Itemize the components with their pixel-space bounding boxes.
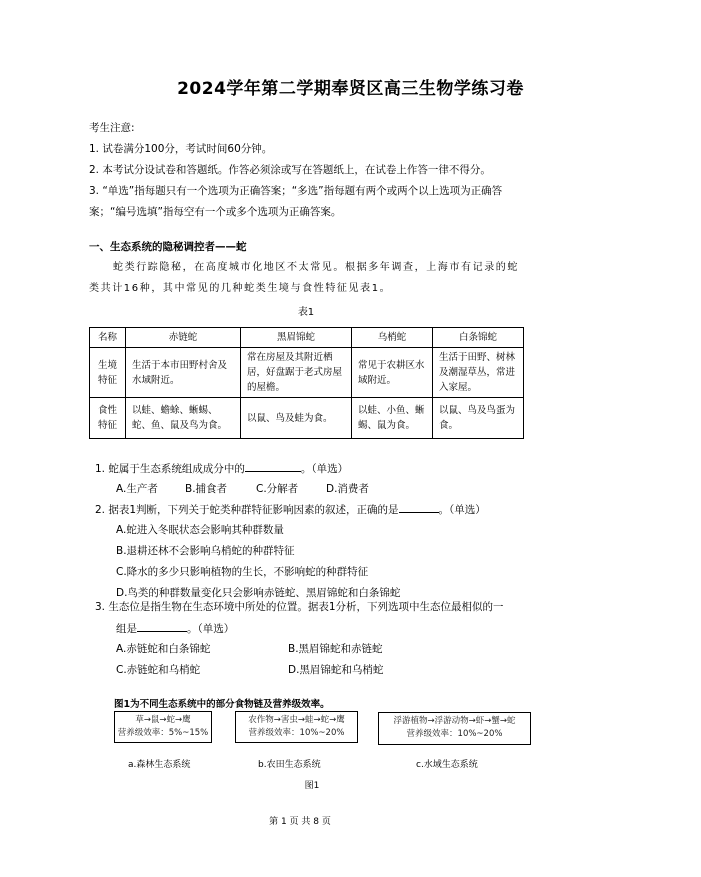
notice-item: 案；“编号选填”指每空有一个或多个选项为正确答案。 bbox=[89, 206, 342, 218]
question-stem-end: 。（单选） bbox=[438, 504, 486, 516]
table-row bbox=[90, 398, 524, 439]
option: D.鸟类的种群数量变化只会影响赤链蛇、黑眉锦蛇和白条锦蛇 bbox=[116, 587, 401, 599]
row-label: 生境特征 bbox=[90, 348, 126, 398]
notice-item: 2. 本考试分设试卷和答题纸。作答必须涂或写在答题纸上，在试卷上作答一律不得分。 bbox=[89, 164, 491, 176]
question-stem: 2. 据表1判断，下列关于蛇类种群特征影响因素的叙述，正确的是 bbox=[95, 504, 399, 516]
question-stem-end: 。（单选） bbox=[187, 623, 235, 635]
option: C.降水的多少只影响植物的生长，不影响蛇的种群特征 bbox=[116, 566, 369, 578]
notice-item: 3. “单选”指每题只有一个选项为正确答案；“多选”指每题有两个或两个以上选项为正确答 bbox=[89, 185, 503, 197]
table-header: 乌梢蛇 bbox=[352, 328, 433, 348]
table-cell: 生活于本市田野村舍及水域附近。 bbox=[126, 348, 241, 398]
food-chain: 农作物→害虫→蛙→蛇→鹰 bbox=[248, 715, 345, 725]
food-chain-box-farmland bbox=[235, 711, 358, 743]
panel-caption: a.森林生态系统 bbox=[128, 760, 191, 770]
question-3: 3. 生态位是指生物在生态环境中所处的位置。据表1分析，下列选项中生态位最相似的一 bbox=[95, 601, 504, 613]
food-chain-box-water bbox=[378, 712, 531, 745]
figure-caption: 图1 bbox=[304, 781, 320, 791]
table-cell: 常见于农耕区水域附近。 bbox=[352, 348, 433, 398]
option: B.退耕还林不会影响乌梢蛇的种群特征 bbox=[116, 545, 295, 557]
intro-paragraph: 类共计16种，其中常见的几种蛇类生境与食性特征见表1。 bbox=[89, 283, 392, 294]
option: A.生产者 bbox=[116, 483, 158, 495]
intro-paragraph: 蛇类行踪隐秘，在高度城市化地区不太常见。根据多年调查，上海市有记录的蛇 bbox=[113, 262, 519, 273]
option: D.消费者 bbox=[326, 483, 369, 495]
food-chain-box-forest bbox=[114, 711, 212, 743]
option: A.蛇进入冬眠状态会影响其种群数量 bbox=[116, 524, 284, 536]
page-number: 第 1 页 共 8 页 bbox=[269, 817, 331, 827]
efficiency: 营养级效率：10%~20% bbox=[248, 728, 345, 738]
notice-item: 1. 试卷满分100分，考试时间60分钟。 bbox=[89, 143, 273, 155]
figure-intro: 图1为不同生态系统中的部分食物链及营养级效率。 bbox=[114, 699, 330, 710]
section-heading: 一、生态系统的隐秘调控者——蛇 bbox=[89, 241, 247, 253]
snake-table bbox=[89, 327, 524, 439]
table-caption: 表1 bbox=[297, 307, 315, 318]
option: C.分解者 bbox=[256, 483, 299, 495]
option: D.黑眉锦蛇和乌梢蛇 bbox=[288, 664, 384, 676]
option: B.黑眉锦蛇和赤链蛇 bbox=[288, 643, 383, 655]
question-1 bbox=[95, 461, 348, 476]
table-cell: 生活于田野、树林及潮湿草丛，常进入家屋。 bbox=[433, 348, 524, 398]
table-header: 赤链蛇 bbox=[126, 328, 241, 348]
exam-title: 2024学年第二学期奉贤区高三生物学练习卷 bbox=[177, 79, 524, 99]
answer-blank bbox=[399, 502, 439, 513]
question-stem: 组是 bbox=[116, 623, 137, 635]
table-header: 黑眉锦蛇 bbox=[241, 328, 352, 348]
food-chain: 浮游植物→浮游动物→虾→蟹→蛇 bbox=[393, 716, 516, 726]
panel-caption: c.水域生态系统 bbox=[416, 760, 478, 770]
question-stem-end: 。（单选） bbox=[300, 463, 349, 475]
table-cell: 以鼠、鸟及蛙为食。 bbox=[241, 398, 352, 439]
question-stem: 1. 蛇属于生态系统组成成分中的 bbox=[95, 463, 245, 475]
table-header: 名称 bbox=[90, 328, 126, 348]
option: A.赤链蛇和白条锦蛇 bbox=[116, 643, 211, 655]
table-header: 白条锦蛇 bbox=[433, 328, 524, 348]
row-label: 食性特征 bbox=[90, 398, 126, 439]
table-cell: 常在房屋及其附近栖居，好盘踞于老式房屋的屋檐。 bbox=[241, 348, 352, 398]
option: B.捕食者 bbox=[185, 483, 228, 495]
food-chain: 草→鼠→蛇→鹰 bbox=[135, 715, 191, 725]
efficiency: 营养级效率：5%~15% bbox=[117, 728, 209, 738]
table-cell: 以鼠、鸟及鸟蛋为食。 bbox=[433, 398, 524, 439]
question-3-line2 bbox=[116, 621, 234, 636]
table-cell: 以蛙、蟾蜍、蜥蜴、蛇、鱼、鼠及鸟为食。 bbox=[126, 398, 241, 439]
table-header-row bbox=[90, 328, 524, 348]
efficiency: 营养级效率：10%~20% bbox=[406, 729, 503, 739]
answer-blank bbox=[245, 461, 301, 472]
panel-caption: b.农田生态系统 bbox=[258, 760, 321, 770]
table-cell: 以蛙、小鱼、蜥蜴、鼠为食。 bbox=[352, 398, 433, 439]
notice-heading: 考生注意: bbox=[89, 122, 135, 134]
answer-blank bbox=[137, 621, 187, 632]
option: C.赤链蛇和乌梢蛇 bbox=[116, 664, 201, 676]
question-2 bbox=[95, 502, 486, 517]
table-row bbox=[90, 348, 524, 398]
